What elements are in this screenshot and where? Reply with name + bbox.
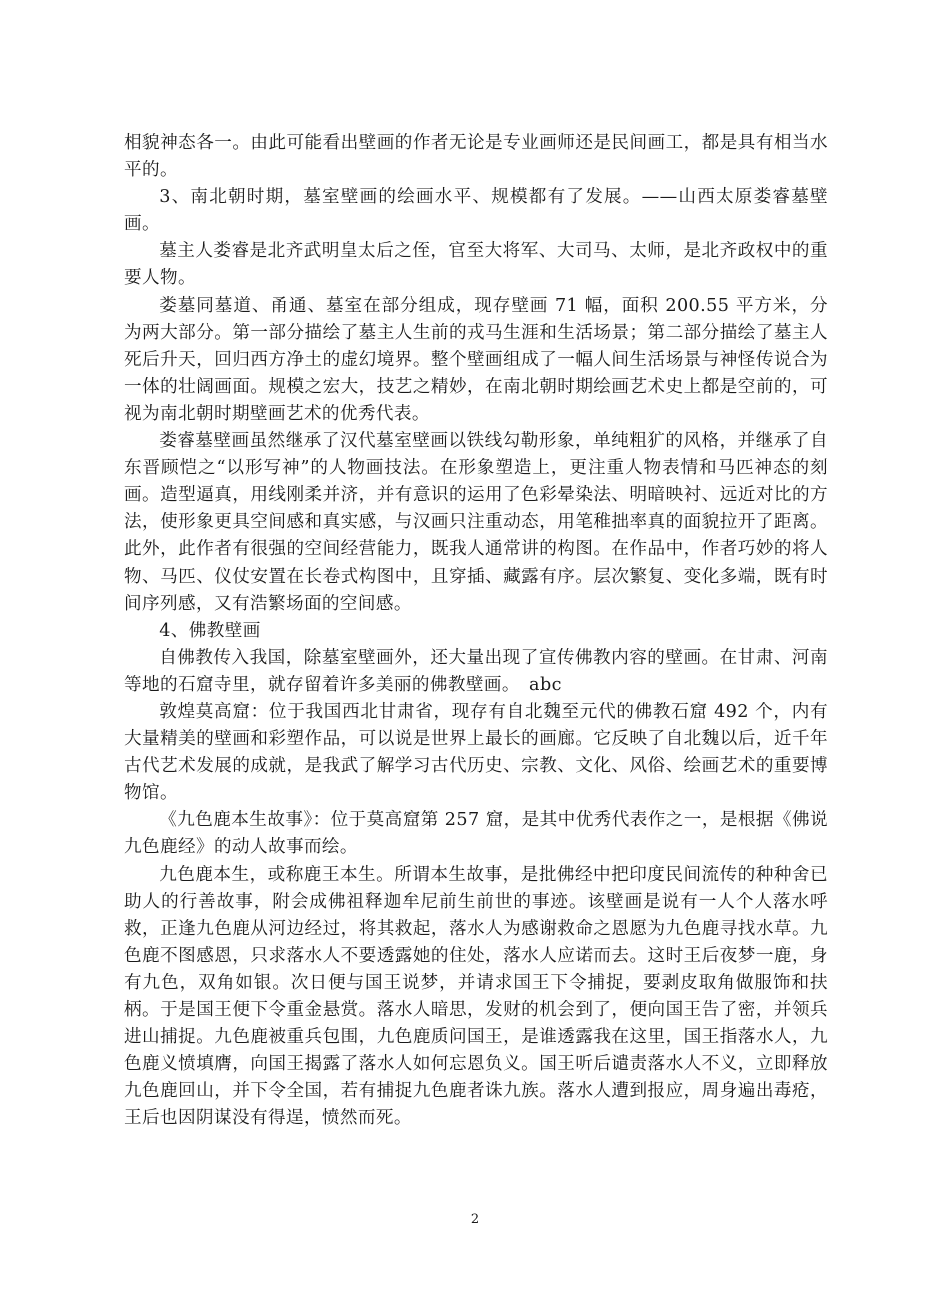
paragraph-tomb-structure: 娄墓同墓道、甬通、墓室在部分组成，现存壁画 71 幅，面积 200.55 平方米，分为两大部分。第一部分描绘了墓主人生前的戎马生涯和生活场景；第二部分描绘了墓主人死后升天，回归西方净土的虚幻境界。整个壁画组成了一幅人间生活场景与神怪传说合为一体的壮阔画面。规模之宏大，技艺之精妙，在南北朝时期绘画艺术史上都是空前的，可视为南北朝时期壁画艺术的优秀代表。 [124,295,828,424]
paragraph-nine-color-deer-title: 《九色鹿本生故事》：位于莫高窟第 257 窟，是其中优秀代表作之一，是根据《佛说九色鹿经》的动人故事而绘。 [124,810,828,858]
paragraph-continuation: 相貌神态各一。由此可能看出壁画的作者无论是专业画师还是民间画工，都是具有相当水平的。 [124,133,828,181]
page-number: 2 [470,1212,480,1227]
paragraph-nine-color-deer-story: 九色鹿本生，或称鹿王本生。所谓本生故事，是批佛经中把印度民间流传的种种舍已助人的行善故事，附会成佛祖释迦牟尼前生前世的事迹。该壁画是说有一人个人落水呼救，正逢九色鹿从河边经过，将其救起，落水人为感谢救命之恩愿为九色鹿寻找水草。九色鹿不图感恩，只求落水人不要透露她的住处，落水人应诺而去。这时王后夜梦一鹿，身有九色，双角如银。次日便与国王说梦，并请求国王下令捕捉，要剥皮取角做服饰和扶柄。于是国王便下令重金悬赏。落水人暗思，发财的机会到了，便向国王告了密，并领兵进山捕捉。九色鹿被重兵包围，九色鹿质问国王，是谁透露我在这里，国王指落水人，九色鹿义愤填膺，向国王揭露了落水人如何忘恩负义。国王听后谴责落水人不义，立即释放九色鹿回山，并下令全国，若有捕捉九色鹿者诛九族。落水人遭到报应，周身遍出毒疮，王后也因阴谋没有得逞，愤然而死。 [124,864,828,1129]
paragraph-mogao-caves: 敦煌莫高窟：位于我国西北甘肃省，现存有自北魏至元代的佛教石窟 492 个，内有大量精美的壁画和彩塑作品，可以说是世界上最长的画廊。它反映了自北魏以后，近千年古代艺术发展的成就，是我武了解学习古代历史、宗教、文化、风俗、绘画艺术的重要博物馆。 [124,701,828,804]
paragraph-mural-style: 娄睿墓壁画虽然继承了汉代墓室壁画以铁线勾勒形象，单纯粗犷的风格，并继承了自东晋顾恺之“以形写神”的人物画技法。在形象塑造上，更注重人物表情和马匹神态的刻画。造型逼真，用线刚柔并济，并有意识的运用了色彩晕染法、明暗映衬、远近对比的方法，使形象更具空间感和真实感，与汉画只注重动态，用笔稚拙率真的面貌拉开了距离。此外，此作者有很强的空间经营能力，既我人通常讲的构图。在作品中，作者巧妙的将人物、马匹、仪仗安置在长卷式构图中，且穿插、藏露有序。层次繁复、变化多端，既有时间序列感，又有浩繁场面的空间感。 [124,431,828,614]
paragraph-section-3-heading: 3、南北朝时期，墓室壁画的绘画水平、规模都有了发展。——山西太原娄睿墓壁画。 [124,187,828,235]
paragraph-section-4-heading: 4、佛教壁画 [159,620,261,641]
page-body [124,130,828,1132]
paragraph-lou-rui-intro: 墓主人娄睿是北齐武明皇太后之侄，官至大将军、大司马、太师，是北齐政权中的重要人物。 [124,241,828,289]
paragraph-buddhist-intro: 自佛教传入我国，除墓室壁画外，还大量出现了宣传佛教内容的壁画。在甘肃、河南等地的石窟寺里，就存留着许多美丽的佛教壁画。 abc [124,647,828,695]
